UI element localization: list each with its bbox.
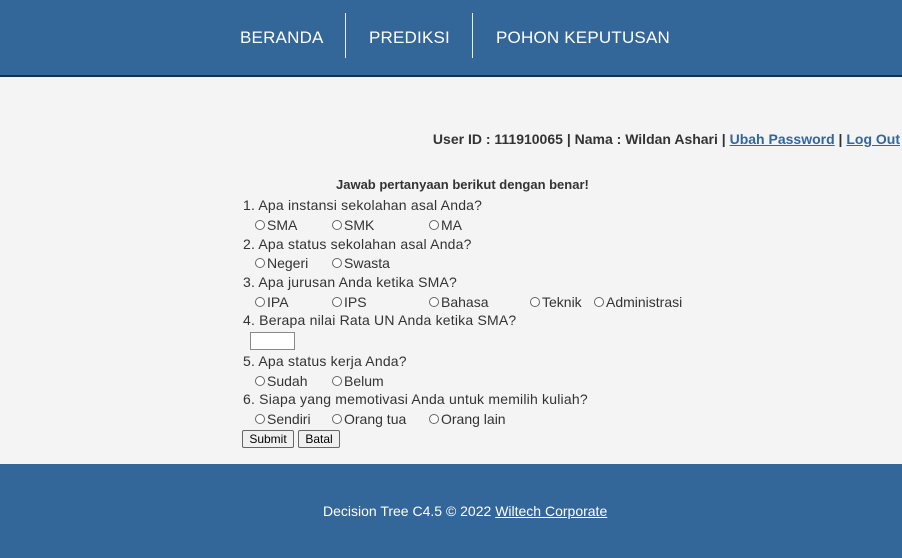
option-ipa[interactable]: IPA (255, 294, 289, 310)
radio-button[interactable] (332, 414, 342, 424)
option-administrasi[interactable]: Administrasi (594, 294, 682, 310)
radio-button[interactable] (255, 258, 265, 268)
footer-link[interactable]: Wiltech Corporate (495, 503, 608, 519)
submit-button[interactable]: Submit (242, 430, 294, 448)
option-orang-lain[interactable]: Orang lain (429, 411, 506, 427)
user-info-bar (433, 131, 900, 147)
nav-divider (345, 13, 346, 58)
average-un-score-input[interactable] (250, 332, 295, 350)
option-swasta[interactable]: Swasta (332, 255, 390, 271)
option-sendiri[interactable]: Sendiri (255, 411, 311, 427)
option-bahasa[interactable]: Bahasa (429, 294, 488, 310)
option-teknik[interactable]: Teknik (530, 294, 582, 310)
radio-button[interactable] (429, 297, 439, 307)
question-3: 3. Apa jurusan Anda ketika SMA? (243, 274, 457, 290)
cancel-button[interactable]: Batal (298, 430, 340, 448)
option-negeri[interactable]: Negeri (255, 255, 308, 271)
user-name: Nama : Wildan Ashari (574, 131, 718, 147)
option-smk[interactable]: SMK (332, 217, 374, 233)
user-id: User ID : 111910065 (432, 131, 563, 147)
top-navbar (0, 0, 902, 77)
option-belum[interactable]: Belum (332, 373, 384, 389)
option-ips[interactable]: IPS (332, 294, 367, 310)
radio-button[interactable] (255, 376, 265, 386)
change-password-link[interactable]: Ubah Password (729, 131, 835, 147)
footer-text (323, 503, 607, 519)
separator: | (721, 131, 726, 147)
option-ma[interactable]: MA (429, 217, 462, 233)
question-5: 5. Apa status kerja Anda? (243, 353, 407, 369)
question-1: 1. Apa instansi sekolahan asal Anda? (243, 197, 483, 213)
nav-pohon-keputusan[interactable]: POHON KEPUTUSAN (496, 27, 670, 47)
radio-button[interactable] (255, 414, 265, 424)
question-4: 4. Berapa nilai Rata UN Anda ketika SMA? (243, 312, 517, 328)
radio-button[interactable] (332, 258, 342, 268)
radio-button[interactable] (594, 297, 604, 307)
radio-button[interactable] (332, 376, 342, 386)
option-sma[interactable]: SMA (255, 217, 297, 233)
radio-button[interactable] (530, 297, 540, 307)
nav-beranda[interactable]: BERANDA (240, 27, 324, 47)
radio-button[interactable] (332, 297, 342, 307)
question-6: 6. Siapa yang memotivasi Anda untuk memilih kuliah? (243, 391, 588, 407)
option-sudah[interactable]: Sudah (255, 373, 307, 389)
nav-divider (472, 13, 473, 58)
radio-button[interactable] (332, 220, 342, 230)
separator: | (838, 131, 843, 147)
nav-prediksi[interactable]: PREDIKSI (369, 27, 450, 47)
radio-button[interactable] (255, 220, 265, 230)
radio-button[interactable] (429, 220, 439, 230)
option-orang-tua[interactable]: Orang tua (332, 411, 406, 427)
logout-link[interactable]: Log Out (846, 131, 900, 147)
radio-button[interactable] (255, 297, 265, 307)
question-2: 2. Apa status sekolahan asal Anda? (243, 236, 472, 252)
copyright-text: Decision Tree C4.5 © 2022 (323, 503, 492, 519)
form-title: Jawab pertanyaan berikut dengan benar! (336, 177, 589, 192)
separator: | (566, 131, 571, 147)
radio-button[interactable] (429, 414, 439, 424)
